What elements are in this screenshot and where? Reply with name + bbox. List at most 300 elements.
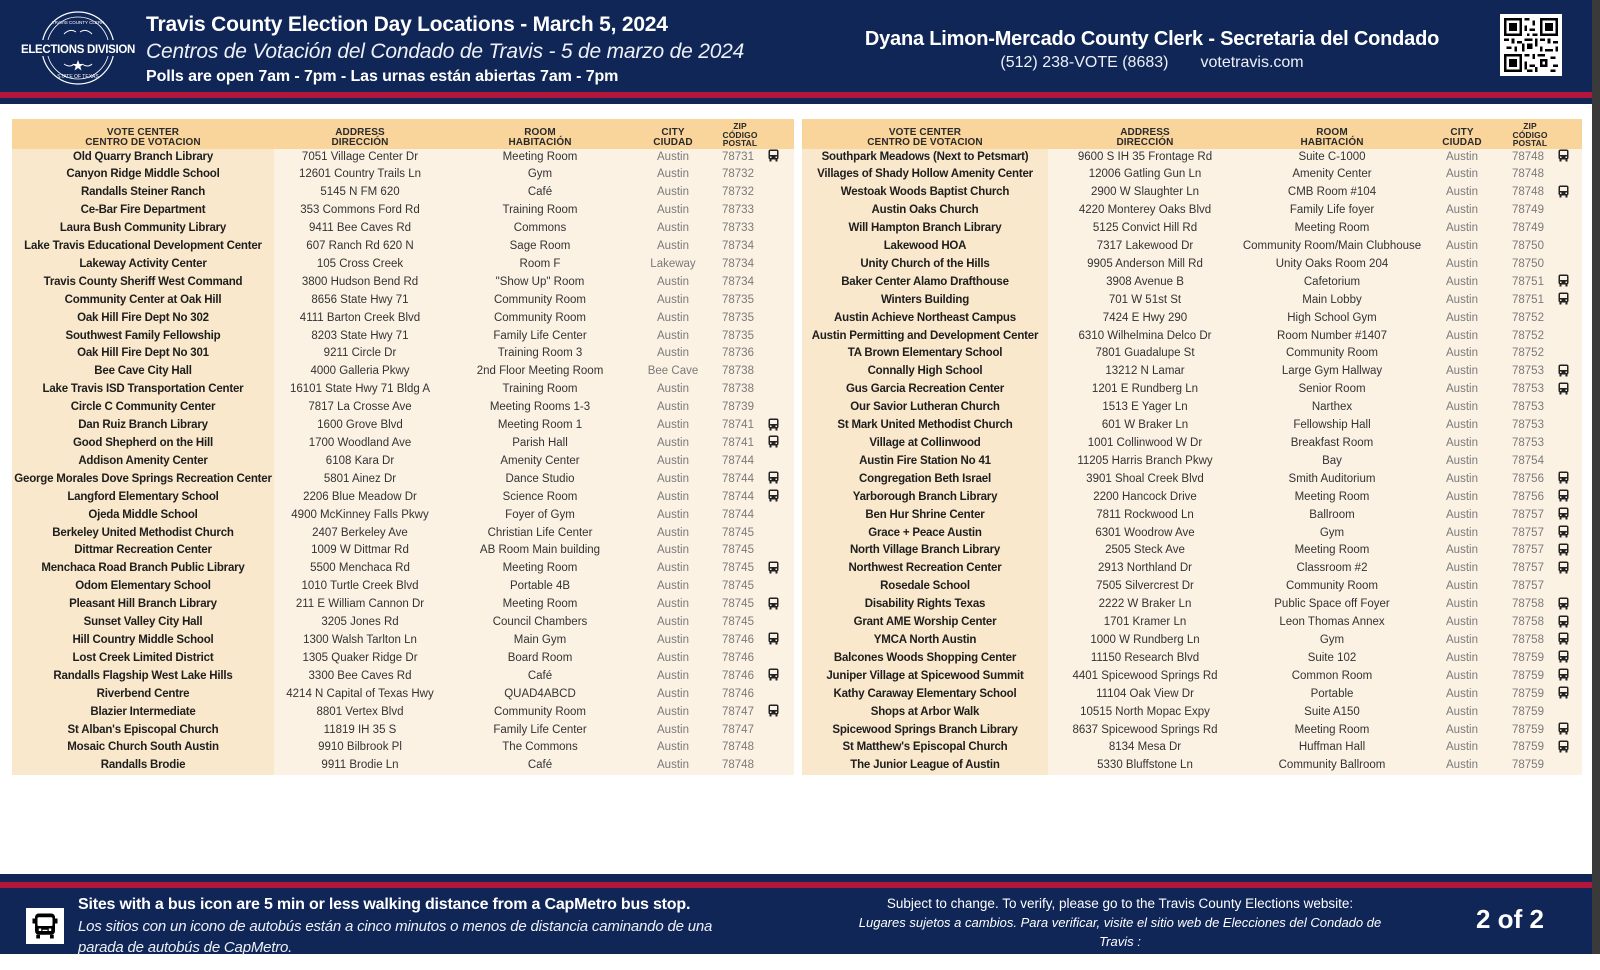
zip-code: 78747 <box>712 704 768 722</box>
vote-center-name: Ce-Bar Fire Department <box>12 202 274 220</box>
zip-code: 78757 <box>1502 560 1558 578</box>
zip-code: 78736 <box>712 345 768 363</box>
vote-center-name: Berkeley United Methodist Church <box>12 525 274 543</box>
room: Christian Life Center <box>446 525 634 543</box>
bus-indicator <box>768 525 794 543</box>
room: Meeting Room <box>1242 542 1422 560</box>
room: Bay <box>1242 453 1422 471</box>
zip-code: 78745 <box>712 525 768 543</box>
county-clerk-name: Dyana Limon-Mercado County Clerk - Secretaria del Condado <box>864 28 1440 50</box>
address: 1201 E Rundberg Ln <box>1048 381 1242 399</box>
address: 11205 Harris Branch Pkwy <box>1048 453 1242 471</box>
column-header-address: ADDRESS DIRECCIÓN <box>1048 119 1242 149</box>
zip-code: 78758 <box>1502 596 1558 614</box>
zip-code: 78748 <box>1502 184 1558 202</box>
vote-center-name: Village at Collinwood <box>802 435 1048 453</box>
bus-indicator <box>1558 453 1582 471</box>
zip-code: 78744 <box>712 489 768 507</box>
polling-hours: Polls are open 7am - 7pm - Las urnas están abiertas 7am - 7pm <box>146 68 619 85</box>
zip-code: 78748 <box>712 757 768 775</box>
address: 7051 Village Center Dr <box>274 149 446 167</box>
address: 1300 Walsh Tarlton Ln <box>274 632 446 650</box>
page-title: Travis County Election Day Locations - March 5, 2024 <box>146 13 668 36</box>
address: 4111 Barton Creek Blvd <box>274 310 446 328</box>
vote-center-name: YMCA North Austin <box>802 632 1048 650</box>
zip-code: 78745 <box>712 560 768 578</box>
zip-code: 78745 <box>712 578 768 596</box>
room: Science Room <box>446 489 634 507</box>
address: 2505 Steck Ave <box>1048 542 1242 560</box>
bus-indicator <box>768 166 794 184</box>
zip-code: 78744 <box>712 453 768 471</box>
bus-indicator <box>768 328 794 346</box>
address: 10515 North Mopac Expy <box>1048 704 1242 722</box>
room: Dance Studio <box>446 471 634 489</box>
city: Austin <box>634 578 712 596</box>
zip-code: 78735 <box>712 328 768 346</box>
column-header-zip: ZIP CÓDIGO POSTAL <box>712 119 768 149</box>
address: 6310 Wilhelmina Delco Dr <box>1048 328 1242 346</box>
city: Austin <box>1422 149 1502 167</box>
table-row <box>802 220 1582 238</box>
bus-indicator <box>1558 363 1582 381</box>
room: Fellowship Hall <box>1242 417 1422 435</box>
address: 1305 Quaker Ridge Dr <box>274 650 446 668</box>
zip-code: 78754 <box>1502 453 1558 471</box>
table-row <box>802 166 1582 184</box>
elections-website-link[interactable]: elections.traviscountytx.gov <box>1037 953 1203 968</box>
room: Cafetorium <box>1242 274 1422 292</box>
table-row <box>802 471 1582 489</box>
address: 4214 N Capital of Texas Hwy <box>274 686 446 704</box>
bus-indicator <box>768 632 794 650</box>
website-link[interactable]: votetravis.com <box>1200 54 1304 71</box>
address: 5801 Ainez Dr <box>274 471 446 489</box>
address: 601 W Braker Ln <box>1048 417 1242 435</box>
address: 11150 Research Blvd <box>1048 650 1242 668</box>
address: 7817 La Crosse Ave <box>274 399 446 417</box>
zip-code: 78759 <box>1502 650 1558 668</box>
zip-code: 78756 <box>1502 471 1558 489</box>
bus-indicator <box>768 453 794 471</box>
bus-icon <box>768 632 779 645</box>
address: 8801 Vertex Blvd <box>274 704 446 722</box>
vote-center-name: Congregation Beth Israel <box>802 471 1048 489</box>
vote-center-name: Hill Country Middle School <box>12 632 274 650</box>
vote-center-name: Dan Ruiz Branch Library <box>12 417 274 435</box>
vote-center-name: North Village Branch Library <box>802 542 1048 560</box>
table-row <box>802 614 1582 632</box>
bus-indicator <box>1558 220 1582 238</box>
bus-icon <box>1558 364 1569 377</box>
address: 607 Ranch Rd 620 N <box>274 238 446 256</box>
room: Community Room/Main Clubhouse <box>1242 238 1422 256</box>
vote-center-name: Unity Church of the Hills <box>802 256 1048 274</box>
address: 2200 Hancock Drive <box>1048 489 1242 507</box>
bus-indicator <box>768 668 794 686</box>
address: 9600 S IH 35 Frontage Rd <box>1048 149 1242 167</box>
table-row <box>802 184 1582 202</box>
table-row <box>802 525 1582 543</box>
bus-legend <box>78 894 758 958</box>
zip-code: 78753 <box>1502 363 1558 381</box>
room: AB Room Main building <box>446 542 634 560</box>
table-row <box>802 453 1582 471</box>
address: 4220 Monterey Oaks Blvd <box>1048 202 1242 220</box>
table-row <box>12 560 794 578</box>
room: Meeting Room <box>1242 489 1422 507</box>
table-row <box>12 596 794 614</box>
svg-text:TRAVIS COUNTY CLERK: TRAVIS COUNTY CLERK <box>51 20 105 25</box>
verification-english: Subject to change. To verify, please go to the Travis County Elections website: <box>886 896 1354 911</box>
table-row <box>12 453 794 471</box>
table-row <box>12 310 794 328</box>
city: Austin <box>1422 489 1502 507</box>
city: Austin <box>1422 381 1502 399</box>
zip-code: 78752 <box>1502 310 1558 328</box>
bus-icon <box>768 668 779 681</box>
zip-code: 78759 <box>1502 757 1558 775</box>
address: 1001 Collinwood W Dr <box>1048 435 1242 453</box>
zip-code: 78733 <box>712 202 768 220</box>
zip-code: 78750 <box>1502 256 1558 274</box>
room: Café <box>446 757 634 775</box>
vote-center-name: Austin Achieve Northeast Campus <box>802 310 1048 328</box>
city: Austin <box>634 453 712 471</box>
bus-indicator <box>1558 757 1582 775</box>
bus-icon <box>1558 489 1569 502</box>
room: Training Room <box>446 202 634 220</box>
bus-indicator <box>1558 184 1582 202</box>
vote-center-name: Westoak Woods Baptist Church <box>802 184 1048 202</box>
column-header-city: CITY CIUDAD <box>1422 119 1502 149</box>
zip-code: 78756 <box>1502 489 1558 507</box>
bus-icon <box>1558 615 1569 628</box>
table-row <box>802 722 1582 740</box>
table-row <box>12 202 794 220</box>
bus-indicator <box>1558 650 1582 668</box>
address: 8656 State Hwy 71 <box>274 292 446 310</box>
city: Austin <box>1422 757 1502 775</box>
bus-indicator <box>768 435 794 453</box>
bus-indicator <box>1558 739 1582 757</box>
city: Bee Cave <box>634 363 712 381</box>
table-row <box>12 363 794 381</box>
bus-indicator <box>1558 238 1582 256</box>
city: Austin <box>634 489 712 507</box>
room: Main Lobby <box>1242 292 1422 310</box>
bus-indicator <box>768 149 794 167</box>
city: Austin <box>634 417 712 435</box>
table-row <box>12 381 794 399</box>
table-row <box>12 686 794 704</box>
vote-center-name: Spicewood Springs Branch Library <box>802 722 1048 740</box>
city: Austin <box>1422 328 1502 346</box>
footer-divider <box>0 882 1592 888</box>
bus-indicator <box>1558 381 1582 399</box>
page-edge-scrollbar[interactable] <box>1592 0 1600 954</box>
vote-center-name: Dittmar Recreation Center <box>12 542 274 560</box>
vote-center-name: Langford Elementary School <box>12 489 274 507</box>
city: Austin <box>634 704 712 722</box>
room: Community Room <box>1242 578 1422 596</box>
zip-code: 78732 <box>712 166 768 184</box>
table-row <box>802 686 1582 704</box>
vote-center-name: Mosaic Church South Austin <box>12 739 274 757</box>
address: 5145 N FM 620 <box>274 184 446 202</box>
room: Main Gym <box>446 632 634 650</box>
table-row <box>12 220 794 238</box>
bus-indicator <box>1558 578 1582 596</box>
bus-icon <box>26 908 64 944</box>
table-row <box>802 381 1582 399</box>
vote-center-name: Lakewood HOA <box>802 238 1048 256</box>
address: 5330 Bluffstone Ln <box>1048 757 1242 775</box>
bus-indicator <box>1558 525 1582 543</box>
address: 5500 Menchaca Rd <box>274 560 446 578</box>
bus-indicator <box>1558 435 1582 453</box>
bus-indicator <box>768 256 794 274</box>
zip-code: 78757 <box>1502 507 1558 525</box>
table-row <box>12 507 794 525</box>
bus-icon <box>1558 668 1569 681</box>
zip-code: 78749 <box>1502 202 1558 220</box>
zip-code: 78757 <box>1502 542 1558 560</box>
vote-center-name: George Morales Dove Springs Recreation Center <box>12 471 274 489</box>
city: Austin <box>634 238 712 256</box>
vote-center-name: Grace + Peace Austin <box>802 525 1048 543</box>
city: Austin <box>1422 686 1502 704</box>
address: 7505 Silvercrest Dr <box>1048 578 1242 596</box>
address: 8637 Spicewood Springs Rd <box>1048 722 1242 740</box>
qr-code-icon[interactable] <box>1500 14 1562 76</box>
bus-legend-english: Sites with a bus icon are 5 min or less walking distance from a CapMetro bus stop. <box>78 896 691 913</box>
city: Austin <box>1422 614 1502 632</box>
page-number: 2 of 2 <box>1476 904 1544 934</box>
address: 105 Cross Creek <box>274 256 446 274</box>
bus-indicator <box>1558 668 1582 686</box>
table-row <box>12 578 794 596</box>
room: 2nd Floor Meeting Room <box>446 363 634 381</box>
room: Amenity Center <box>1242 166 1422 184</box>
address: 3800 Hudson Bend Rd <box>274 274 446 292</box>
vote-center-name: Austin Fire Station No 41 <box>802 453 1048 471</box>
address: 9411 Bee Caves Rd <box>274 220 446 238</box>
bus-icon <box>1558 543 1569 556</box>
zip-code: 78753 <box>1502 417 1558 435</box>
bus-indicator <box>1558 560 1582 578</box>
room: Family Life foyer <box>1242 202 1422 220</box>
zip-code: 78734 <box>712 256 768 274</box>
room: Training Room 3 <box>446 345 634 363</box>
zip-code: 78734 <box>712 274 768 292</box>
vote-center-name: Grant AME Worship Center <box>802 614 1048 632</box>
title-block <box>146 12 744 89</box>
bus-indicator <box>1558 417 1582 435</box>
address: 5125 Convict Hill Rd <box>1048 220 1242 238</box>
city: Austin <box>634 650 712 668</box>
city: Austin <box>634 149 712 167</box>
room: Foyer of Gym <box>446 507 634 525</box>
zip-code: 78745 <box>712 614 768 632</box>
vote-center-name: Northwest Recreation Center <box>802 560 1048 578</box>
bus-indicator <box>768 704 794 722</box>
address: 9211 Circle Dr <box>274 345 446 363</box>
vote-center-name: Southwest Family Fellowship <box>12 328 274 346</box>
vote-center-name: Ojeda Middle School <box>12 507 274 525</box>
city: Austin <box>634 399 712 417</box>
address: 1701 Kramer Ln <box>1048 614 1242 632</box>
vote-center-name: Pleasant Hill Branch Library <box>12 596 274 614</box>
zip-code: 78757 <box>1502 578 1558 596</box>
bus-legend-spanish: Los sitios con un icono de autobús están a cinco minutos o menos de distancia caminando de una parada de autobús de CapMetro. <box>78 918 713 956</box>
table-body-left <box>12 149 794 776</box>
table-row <box>12 704 794 722</box>
city: Austin <box>1422 238 1502 256</box>
zip-code: 78748 <box>1502 166 1558 184</box>
table-row <box>802 560 1582 578</box>
room: Smith Auditorium <box>1242 471 1422 489</box>
bus-indicator <box>1558 345 1582 363</box>
city: Austin <box>1422 668 1502 686</box>
bus-icon <box>768 149 779 162</box>
table-row <box>12 417 794 435</box>
column-header-vote-center: VOTE CENTER CENTRO DE VOTACION <box>12 119 274 149</box>
zip-code: 78746 <box>712 632 768 650</box>
room: Classroom #2 <box>1242 560 1422 578</box>
zip-code: 78748 <box>1502 149 1558 167</box>
zip-code: 78733 <box>712 220 768 238</box>
room: QUAD4ABCD <box>446 686 634 704</box>
address: 7424 E Hwy 290 <box>1048 310 1242 328</box>
table-row <box>802 274 1582 292</box>
vote-center-name: Lakeway Activity Center <box>12 256 274 274</box>
table-row <box>802 202 1582 220</box>
bus-indicator <box>1558 202 1582 220</box>
table-row <box>802 578 1582 596</box>
room: Community Room <box>446 704 634 722</box>
vote-center-name: The Junior League of Austin <box>802 757 1048 775</box>
vote-center-name: Circle C Community Center <box>12 399 274 417</box>
table-row <box>802 542 1582 560</box>
address: 13212 N Lamar <box>1048 363 1242 381</box>
city: Austin <box>1422 722 1502 740</box>
room: Meeting Rooms 1-3 <box>446 399 634 417</box>
bus-indicator <box>1558 292 1582 310</box>
bus-indicator <box>768 220 794 238</box>
address: 4000 Galleria Pkwy <box>274 363 446 381</box>
city: Austin <box>1422 166 1502 184</box>
phone-number[interactable]: (512) 238-VOTE (8683) <box>1000 54 1169 71</box>
city: Austin <box>1422 363 1502 381</box>
room: Meeting Room <box>1242 220 1422 238</box>
vote-center-name: Laura Bush Community Library <box>12 220 274 238</box>
city: Austin <box>634 757 712 775</box>
vote-center-name: Kathy Caraway Elementary School <box>802 686 1048 704</box>
bus-indicator <box>768 184 794 202</box>
zip-code: 78734 <box>712 238 768 256</box>
vote-center-name: Oak Hill Fire Dept No 301 <box>12 345 274 363</box>
zip-code: 78758 <box>1502 614 1558 632</box>
table-row <box>12 184 794 202</box>
table-row <box>12 739 794 757</box>
room: Café <box>446 184 634 202</box>
header-divider <box>0 92 1592 98</box>
room: Common Room <box>1242 668 1422 686</box>
vote-center-name: Villages of Shady Hollow Amenity Center <box>802 166 1048 184</box>
bus-indicator <box>768 471 794 489</box>
address: 3908 Avenue B <box>1048 274 1242 292</box>
vote-center-name: Yarborough Branch Library <box>802 489 1048 507</box>
vote-center-name: Randalls Flagship West Lake Hills <box>12 668 274 686</box>
city: Austin <box>634 220 712 238</box>
room: Suite 102 <box>1242 650 1422 668</box>
svg-text:STATE OF TEXAS: STATE OF TEXAS <box>57 74 99 80</box>
table-row <box>802 650 1582 668</box>
zip-code: 78751 <box>1502 292 1558 310</box>
city: Austin <box>634 596 712 614</box>
table-row <box>12 328 794 346</box>
table-row <box>802 596 1582 614</box>
address: 7801 Guadalupe St <box>1048 345 1242 363</box>
room: Meeting Room <box>446 596 634 614</box>
vote-center-name: TA Brown Elementary School <box>802 345 1048 363</box>
column-header-vote-center: VOTE CENTER CENTRO DE VOTACION <box>802 119 1048 149</box>
city: Austin <box>1422 345 1502 363</box>
vote-center-name: Southpark Meadows (Next to Petsmart) <box>802 149 1048 167</box>
room: Narthex <box>1242 399 1422 417</box>
table-row <box>802 757 1582 775</box>
zip-code: 78738 <box>712 363 768 381</box>
table-row <box>12 542 794 560</box>
address: 7317 Lakewood Dr <box>1048 238 1242 256</box>
address: 2913 Northland Dr <box>1048 560 1242 578</box>
bus-indicator <box>1558 256 1582 274</box>
bus-icon <box>1558 149 1569 162</box>
table-row <box>802 739 1582 757</box>
address: 11104 Oak View Dr <box>1048 686 1242 704</box>
table-row <box>802 310 1582 328</box>
vote-center-name: Baker Center Alamo Drafthouse <box>802 274 1048 292</box>
room: High School Gym <box>1242 310 1422 328</box>
city: Austin <box>634 722 712 740</box>
address: 2407 Berkeley Ave <box>274 525 446 543</box>
address: 353 Commons Ford Rd <box>274 202 446 220</box>
city: Austin <box>634 542 712 560</box>
zip-code: 78745 <box>712 542 768 560</box>
vote-center-name: St Alban's Episcopal Church <box>12 722 274 740</box>
address: 2206 Blue Meadow Dr <box>274 489 446 507</box>
table-row <box>12 345 794 363</box>
zip-code: 78759 <box>1502 739 1558 757</box>
zip-code: 78746 <box>712 686 768 704</box>
room: Suite C-1000 <box>1242 149 1422 167</box>
table-row <box>12 757 794 775</box>
table-row <box>12 668 794 686</box>
zip-code: 78759 <box>1502 668 1558 686</box>
bus-indicator <box>1558 542 1582 560</box>
city: Austin <box>634 435 712 453</box>
zip-code: 78744 <box>712 507 768 525</box>
city: Austin <box>1422 399 1502 417</box>
table-row <box>802 632 1582 650</box>
bus-indicator <box>768 757 794 775</box>
table-header-row <box>12 119 794 149</box>
bus-indicator <box>768 399 794 417</box>
table-row <box>12 399 794 417</box>
city: Austin <box>634 345 712 363</box>
zip-code: 78759 <box>1502 686 1558 704</box>
